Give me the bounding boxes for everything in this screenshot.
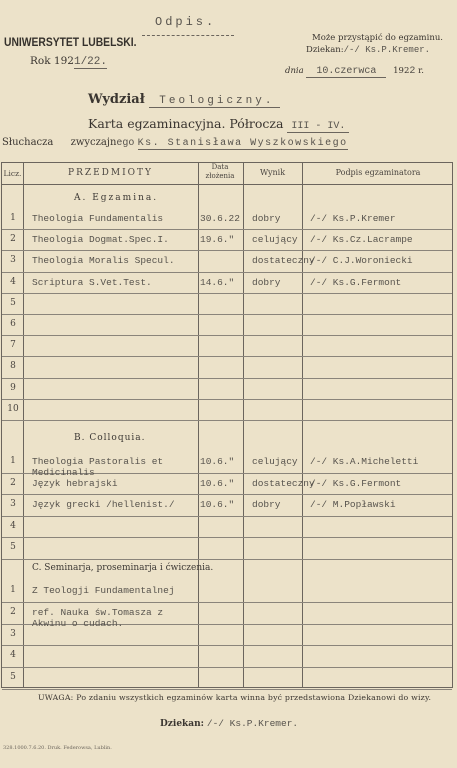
faculty-line bbox=[88, 92, 280, 107]
row-date: 14.6." bbox=[200, 276, 235, 288]
header-date: Data złożenia bbox=[205, 163, 235, 180]
student-name: Ks. Stanisława Wyszkowskiego bbox=[137, 138, 348, 149]
row-divider bbox=[2, 378, 452, 379]
faculty-label: Wydział bbox=[88, 92, 145, 107]
dean-approval bbox=[306, 45, 430, 55]
row-result: dobry bbox=[252, 276, 281, 288]
row-divider bbox=[2, 420, 452, 421]
header-lp: Licz. bbox=[3, 169, 22, 178]
row-number: 5 bbox=[10, 297, 16, 308]
footer-dean-signature: /-/ Ks.P.Kremer. bbox=[206, 718, 299, 729]
row-divider bbox=[2, 494, 452, 495]
row-date: 10.6." bbox=[200, 477, 235, 489]
year-prefix: Rok 192 bbox=[30, 55, 74, 67]
permission-line: Może przystąpić do egzaminu. bbox=[312, 33, 443, 43]
row-date: 19.6." bbox=[200, 234, 235, 246]
print-info: 328.1000.7.6.20. Druk. Federowsa, Lublin. bbox=[3, 745, 112, 751]
row-subject: Theologia Dogmat.Spec.I. bbox=[32, 234, 169, 246]
issue-date bbox=[285, 66, 424, 77]
dean-label: Dziekan: bbox=[306, 45, 344, 55]
row-number: 8 bbox=[10, 361, 16, 372]
row-number: 4 bbox=[10, 650, 16, 661]
dean-signature: /-/ Ks.P.Kremer. bbox=[343, 45, 431, 55]
row-result: celujący bbox=[252, 456, 298, 467]
row-divider bbox=[2, 314, 452, 315]
row-divider bbox=[2, 602, 452, 603]
header-signature: Podpis egzaminatora bbox=[335, 168, 421, 177]
row-subject: ref. Nauka św.Tomasza z Akwinu o cudach. bbox=[32, 606, 164, 629]
section-c-title: C. Seminarja, proseminarja i ćwiczenia. bbox=[32, 563, 214, 573]
row-subject: Scriptura S.Vet.Test. bbox=[32, 276, 152, 288]
header-result: Wynik bbox=[259, 168, 286, 177]
row-number: 1 bbox=[10, 456, 16, 466]
student-line bbox=[2, 137, 348, 149]
row-divider bbox=[2, 667, 452, 668]
row-divider bbox=[2, 250, 452, 251]
row-signature: /-/ C.J.Woroniecki bbox=[310, 255, 413, 267]
row-number: 2 bbox=[10, 477, 16, 488]
row-divider bbox=[2, 272, 452, 273]
row-divider bbox=[2, 537, 452, 538]
faculty-value: Teologiczny. bbox=[149, 95, 280, 108]
row-result: celujący bbox=[252, 234, 298, 246]
student-type-typed: ego bbox=[116, 138, 135, 149]
row-subject: Język grecki /hellenist./ bbox=[32, 499, 175, 510]
row-divider bbox=[2, 399, 452, 400]
date-value: 10.czerwca bbox=[306, 66, 386, 78]
row-signature: /-/ Ks.G.Fermont bbox=[310, 276, 402, 288]
row-number: 7 bbox=[10, 340, 16, 351]
row-number: 2 bbox=[10, 234, 16, 245]
row-result: dobry bbox=[252, 213, 281, 224]
row-divider bbox=[2, 559, 452, 560]
year-value: 1/22. bbox=[73, 56, 107, 68]
date-prefix: dnia bbox=[285, 66, 304, 76]
row-subject: Theologia Fundamentalis bbox=[32, 213, 164, 224]
footer-dean-label: Dziekan: bbox=[160, 719, 204, 729]
odpis-underline bbox=[142, 35, 234, 36]
row-result: dostateczny bbox=[252, 477, 315, 489]
row-signature: /-/ Ks.A.Micheletti bbox=[310, 456, 419, 467]
row-divider bbox=[2, 356, 452, 357]
row-divider bbox=[2, 516, 452, 517]
row-number: 1 bbox=[10, 213, 16, 223]
odpis-label: Odpis. bbox=[155, 15, 217, 29]
footer-note: UWAGA: Po zdaniu wszystkich egzaminów karta winna być przedstawiona Dziekanowi do wizy. bbox=[38, 693, 432, 702]
row-date: 10.6." bbox=[200, 456, 235, 467]
row-number: 2 bbox=[10, 606, 16, 617]
student-label: Słuchacza bbox=[2, 137, 54, 148]
row-number: 4 bbox=[10, 276, 16, 287]
col-divider bbox=[302, 163, 303, 687]
student-type-label: zwyczajn bbox=[70, 137, 117, 148]
row-number: 3 bbox=[10, 628, 16, 639]
row-signature: /-/ Ks.Cz.Lacrampe bbox=[310, 234, 413, 246]
row-result: dobry bbox=[252, 499, 281, 510]
row-number: 9 bbox=[10, 382, 16, 393]
row-subject: Theologia Moralis Specul. bbox=[32, 255, 175, 267]
year-suffix-end: r. bbox=[418, 66, 424, 76]
row-number: 1 bbox=[10, 585, 16, 595]
semester-value: III - IV. bbox=[287, 121, 349, 133]
row-divider bbox=[2, 645, 452, 646]
row-date: 10.6." bbox=[200, 499, 235, 510]
university-name: UNIWERSYTET LUBELSKI. bbox=[4, 35, 137, 49]
section-b-title: B. Colloquia. bbox=[74, 433, 146, 443]
row-date: 30.6.22 bbox=[200, 213, 240, 224]
row-result: dostateczny bbox=[252, 255, 315, 267]
row-subject: Theologia Pastoralis et Medicinalis bbox=[32, 456, 164, 478]
card-title: Karta egzaminacyjna. Półrocza bbox=[88, 116, 284, 131]
year-suffix-prefix: 192 bbox=[393, 66, 410, 76]
row-divider bbox=[2, 229, 452, 230]
row-subject: Język hebrajski bbox=[32, 477, 118, 489]
row-signature: /-/ Ks.P.Kremer bbox=[310, 213, 396, 224]
row-signature: /-/ Ks.G.Fermont bbox=[310, 477, 402, 489]
row-number: 5 bbox=[10, 542, 16, 552]
footer-dean bbox=[160, 718, 298, 729]
row-signature: /-/ M.Popławski bbox=[310, 499, 396, 510]
header-divider bbox=[2, 184, 452, 185]
row-number: 5 bbox=[10, 672, 16, 683]
row-number: 3 bbox=[10, 255, 16, 266]
exam-table bbox=[1, 162, 453, 688]
row-number: 3 bbox=[10, 499, 16, 509]
row-number: 6 bbox=[10, 319, 16, 329]
card-title-line bbox=[88, 116, 349, 132]
section-a-title: A. Egzamina. bbox=[74, 193, 159, 203]
row-divider bbox=[2, 689, 452, 690]
row-number: 10 bbox=[7, 403, 19, 414]
row-divider bbox=[2, 335, 452, 336]
header-subjects: PRZEDMIOTY bbox=[68, 168, 153, 178]
row-subject: Z Teologji Fundamentalnej bbox=[32, 585, 175, 596]
year-label bbox=[30, 55, 107, 68]
row-number: 4 bbox=[10, 520, 16, 531]
row-divider bbox=[2, 293, 452, 294]
year-suffix-value: 2 bbox=[409, 66, 416, 77]
